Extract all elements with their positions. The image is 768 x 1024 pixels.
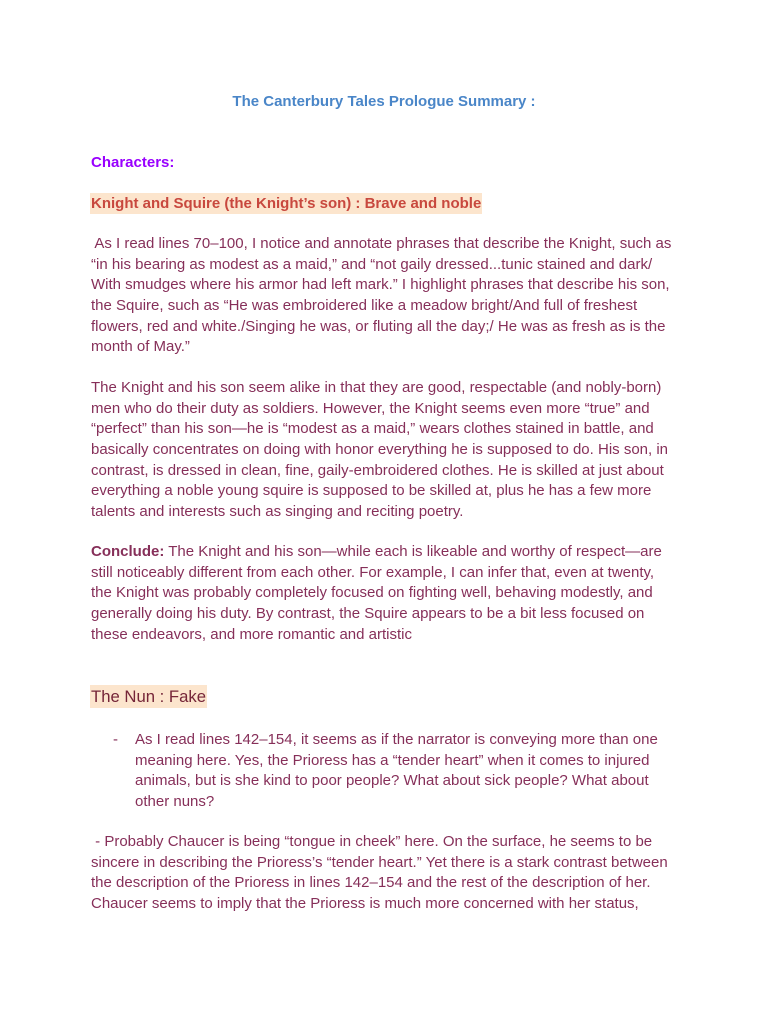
paragraph-line: still noticeably different from each other. For example, I can infer that, even at twenty, — [91, 563, 655, 581]
paragraph-line: the description of the Prioress in lines 142–154 and the rest of the description of her. — [91, 874, 651, 892]
knight-squire-heading-text: Knight and Squire (the Knight’s son) : Brave and noble — [91, 195, 482, 212]
paragraph-line: The Knight and his son seem alike in that they are good, respectable (and nobly-born) — [91, 379, 662, 396]
list-bullet: - — [113, 731, 118, 748]
bulleted-list — [91, 730, 658, 813]
document-title: The Canterbury Tales Prologue Summary : — [232, 93, 536, 110]
nun-heading-text: The Nun : Fake — [91, 687, 207, 706]
paragraph-line: With smudges where his armor had left mark.” I highlight phrases that describe his son, — [91, 276, 670, 294]
paragraph-line: basically concentrates on doing with honor everything he is supposed to do. His son, in — [91, 441, 669, 459]
nun-heading — [91, 686, 207, 708]
paragraph-line: talents and interests such as singing and reciting poetry. — [91, 503, 464, 521]
list-item-text — [91, 730, 658, 813]
paragraph-line: the Squire, such as “He was embroidered like a meadow bright/And full of freshest — [91, 297, 638, 315]
paragraph-line: these endeavors, and more romantic and artistic — [91, 625, 412, 643]
list-item — [91, 730, 658, 813]
knight-squire-heading — [91, 194, 482, 215]
paragraph-line: As I read lines 142–154, it seems as if the narrator is conveying more than one — [135, 731, 658, 748]
paragraph-line: other nuns? — [135, 793, 215, 811]
comparison-paragraph — [91, 378, 668, 523]
paragraph-line: - Probably Chaucer is being “tongue in cheek” here. On the surface, he seems to be — [91, 833, 653, 850]
conclusion-paragraph — [91, 542, 662, 645]
conclusion-text: The Knight and his son—while each is likeable and worthy of respect—are — [164, 543, 662, 560]
paragraph-line: men who do their duty as soldiers. However, the Knight seems even more “true” and — [91, 399, 650, 417]
paragraph-line: meaning here. Yes, the Prioress has a “tender heart” when it comes to injured — [135, 751, 650, 769]
paragraph-line: generally doing his duty. By contrast, the Squire appears to be a bit less focused on — [91, 605, 645, 623]
paragraph-line: flowers, red and white./Singing he was, or fluting all the day;/ He was as fresh as is the — [91, 317, 666, 335]
paragraph-line: sincere in describing the Prioress’s “tender heart.” Yet there is a stark contrast between — [91, 853, 668, 871]
annotation-paragraph — [91, 234, 671, 358]
paragraph-line: contrast, is dressed in clean, fine, gaily-embroidered clothes. He is skilled at just about — [91, 461, 664, 479]
paragraph-line — [91, 542, 662, 563]
analysis-paragraph — [91, 832, 668, 915]
conclusion-label: Conclude: — [91, 543, 165, 560]
paragraph-line: month of May.” — [91, 338, 190, 356]
paragraph-line: “in his bearing as modest as a maid,” and “not gaily dressed...tunic stained and dark/ — [91, 255, 653, 273]
paragraph-line: the Knight was probably completely focused on fighting well, behaving modestly, and — [91, 584, 653, 602]
characters-label: Characters: — [91, 154, 175, 171]
paragraph-line: “perfect” than his son—he is “modest as a maid,” wears clothes stained in battle, and — [91, 420, 654, 438]
paragraph-line: animals, but is she kind to poor people? What about sick people? What about — [135, 772, 649, 790]
paragraph-line: Chaucer seems to imply that the Prioress is much more concerned with her status, — [91, 895, 639, 913]
paragraph-line: As I read lines 70–100, I notice and annotate phrases that describe the Knight, such as — [91, 235, 672, 252]
paragraph-line: everything a noble young squire is supposed to be skilled at, plus he has a few more — [91, 482, 652, 500]
